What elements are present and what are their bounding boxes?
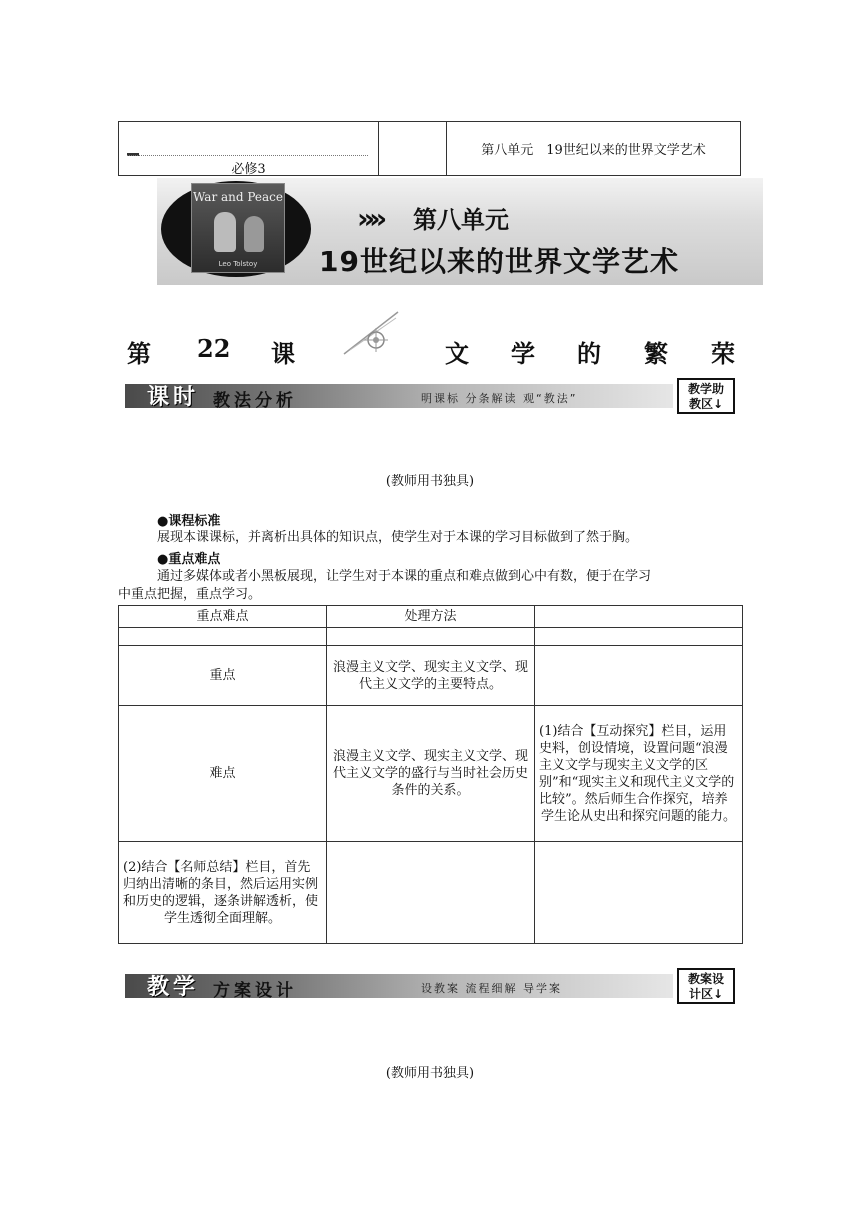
header-unit-title: 第八单元 19世纪以来的世界文学艺术 <box>481 143 706 158</box>
header-left-cell <box>119 122 379 175</box>
book-cover-image <box>191 183 285 273</box>
banner-subtitle: 19世纪以来的世界文学艺术 <box>319 245 679 278</box>
header-middle-cell <box>378 122 447 175</box>
table-cell <box>535 842 743 944</box>
standards-text: 展现本课课标，并离析出具体的知识点，使学生对于本课的学习目标做到了然于胸。 <box>157 530 639 545</box>
book-cover-title: War and Peace <box>193 190 283 204</box>
lesson-char: 繁 <box>644 339 668 368</box>
table-cell-label: 难点 <box>119 706 327 842</box>
table-cell-label: 重点 <box>119 646 327 706</box>
table-cell-content: 浪漫主义文学、现实主义文学、现代主义文学的盛行与当时社会历史条件的关系。 <box>327 706 535 842</box>
lesson-title <box>127 334 737 368</box>
keypoints-heading: ●重点难点 <box>157 552 221 567</box>
double-chevron-icon: »» <box>357 202 382 235</box>
section-heading-b: 教法分析 <box>213 391 297 411</box>
table-row <box>119 706 743 842</box>
standards-heading: ●课程标准 <box>157 514 221 529</box>
section-tagline: 明课标 分条解读 观“教法” <box>421 392 578 405</box>
lesson-char: 荣 <box>711 339 735 368</box>
table-cell <box>327 628 535 646</box>
section-side-box-label: 教学助 教区↓ <box>687 382 724 411</box>
lesson-char: 课 <box>271 339 295 368</box>
table-header-cell: 重点难点 <box>119 606 327 628</box>
table-row <box>119 842 743 944</box>
table-cell <box>535 628 743 646</box>
keypoints-table <box>118 605 743 944</box>
table-header-cell: 处理方法 <box>327 606 535 628</box>
section-side-box[interactable] <box>677 378 735 414</box>
table-row <box>119 628 743 646</box>
keypoints-text-line2: 中重点把握，重点学习。 <box>118 587 262 602</box>
section-heading-b: 方案设计 <box>213 981 297 1001</box>
banner-unit: 第八单元 <box>413 206 509 234</box>
table-header-row <box>119 606 743 628</box>
book-cover-author: Leo Tolstoy <box>218 260 258 268</box>
keypoints-text-line1: 通过多媒体或者小黑板展现，让学生对于本课的重点和难点做到心中有数，便于在学习 <box>157 569 652 584</box>
section-bar-teaching-analysis <box>125 378 736 414</box>
cover-figure-left <box>214 212 236 252</box>
lesson-char: 文 <box>445 339 469 368</box>
lesson-char: 第 <box>127 339 151 368</box>
table-cell-content: 浪漫主义文学、现实主义文学、现代主义文学的主要特点。 <box>327 646 535 706</box>
section-heading-a: 课时 <box>147 385 200 410</box>
table-row <box>119 646 743 706</box>
cover-figure-right <box>244 216 264 252</box>
lesson-char: 学 <box>511 339 535 368</box>
section-bar-lesson-plan <box>125 968 736 1004</box>
teacher-note: (教师用书独具) <box>385 1066 475 1081</box>
table-cell-method: (1)结合【互动探究】栏目，运用史料，创设情境，设置问题“浪漫主义文学与现实主义文学的区别”和“现实主义和现代主义文学的比较”。然后师生合作探究，培养学生论从史出和探究问题的能力。 <box>535 706 743 842</box>
table-cell <box>327 842 535 944</box>
lesson-char: 的 <box>577 339 601 368</box>
unit-banner <box>157 178 763 285</box>
section-bar-strip <box>125 974 673 998</box>
header-dotted-rule <box>127 155 368 156</box>
section-bar-strip <box>125 384 673 408</box>
section-tagline: 设教案 流程细解 导学案 <box>421 982 562 995</box>
table-cell <box>535 646 743 706</box>
lesson-number: 22 <box>197 334 231 363</box>
page-header <box>118 121 741 176</box>
table-header-cell <box>535 606 743 628</box>
header-book-label: 必修3 <box>231 162 266 177</box>
section-side-box[interactable] <box>677 968 735 1004</box>
teacher-note: (教师用书独具) <box>385 474 475 489</box>
table-cell <box>119 628 327 646</box>
table-cell-method: (2)结合【名师总结】栏目，首先归纳出清晰的条目，然后运用实例和历史的逻辑，逐条讲解透析，使学生透彻全面理解。 <box>119 842 327 944</box>
section-heading-a: 教学 <box>147 975 200 1000</box>
section-side-box-label: 教案设 计区↓ <box>687 972 724 1001</box>
